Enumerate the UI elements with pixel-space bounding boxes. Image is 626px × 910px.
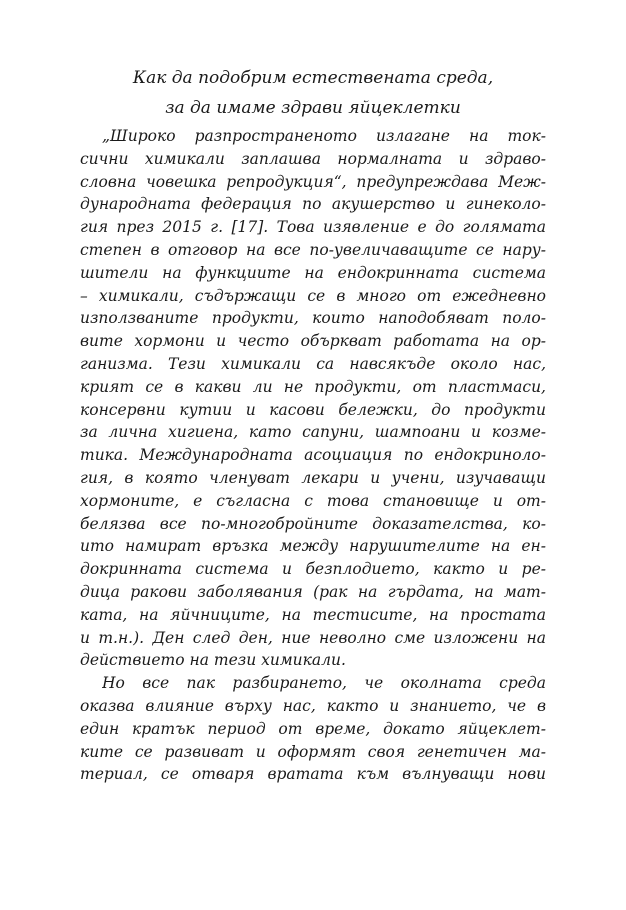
paragraph-1-line-17: хормоните, е съгласна с това становище и от-	[80, 491, 546, 510]
paragraph-1-line-18: белязва все по-многобройните доказателства, ко-	[80, 514, 546, 533]
paragraph-1-line-11: ганизма. Тези химикали са навсякъде около нас,	[80, 355, 546, 373]
paragraph-1-line-13: консервни кутии и касови бележки, до продукти	[80, 400, 546, 419]
paragraph-2-line-2: оказва влияние върху нас, както и знанието, че в	[80, 697, 546, 715]
paragraph-1-line-24: действието на тези химикали.	[80, 651, 346, 670]
paragraph-1-line-4: дународната федерация по акушерство и гинеколо-	[80, 195, 546, 214]
paragraph-1-line-1: „Широко разпространеното излагане на ток-	[102, 127, 546, 145]
paragraph-1-line-23: и т.н.). Ден след ден, ние неволно сме изложени на	[80, 628, 546, 647]
paragraph-1-line-3: словна човешка репродукция“, предупреждава Меж-	[80, 172, 546, 191]
paragraph-1-line-15: тика. Международната асоциация по ендокриноло-	[80, 446, 546, 465]
paragraph-1-line-8: – химикали, съдържащи се в много от ежедневно	[80, 286, 546, 305]
paragraph-1-line-16: гия, в която членуват лекари и учени, изучаващи	[80, 469, 546, 487]
paragraph-1-line-14: за лична хигиена, като сапуни, шампоани и козме-	[80, 423, 546, 442]
paragraph-1-line-20: докринната система и безплодието, както и ре-	[80, 560, 546, 579]
paragraph-1-line-10: вите хормони и често объркват работата на ор-	[80, 332, 546, 351]
paragraph-1-line-9: използваните продукти, които наподобяват поло-	[80, 309, 546, 328]
paragraph-1-line-2: сични химикали заплашва нормалната и здраво-	[80, 149, 546, 168]
paragraph-1-line-22: ката, на яйчниците, на тестисите, на простата	[80, 605, 546, 624]
paragraph-1-line-6: степен в отговор на все по-увеличаващите се нару-	[80, 241, 546, 259]
paragraph-2-line-3: един кратък период от време, докато яйцеклет-	[80, 719, 546, 738]
section-heading-line-1: Как да подобрим естествената среда,	[132, 68, 494, 88]
paragraph-2-line-4: ките се развиват и оформят своя генетичен ма-	[80, 742, 546, 761]
paragraph-1-line-19: ито намират връзка между нарушителите на ен-	[80, 537, 546, 556]
paragraph-1-line-5: гия през 2015 г. [17]. Това изявление е до голямата	[80, 218, 546, 237]
paragraph-2-line-5: териал, се отваря вратата към вълнуващи нови	[80, 765, 546, 784]
paragraph-1-line-12: крият се в какви ли не продукти, от пластмаси,	[80, 377, 546, 396]
paragraph-1-line-7: шители на функциите на ендокринната система	[80, 263, 546, 282]
section-heading-line-2: за да имаме здрави яйцеклетки	[165, 98, 461, 118]
paragraph-2-line-1: Но все пак разбирането, че околната среда	[102, 674, 546, 693]
paragraph-1-line-21: дица ракови заболявания (рак на гърдата, на мат-	[80, 583, 546, 601]
